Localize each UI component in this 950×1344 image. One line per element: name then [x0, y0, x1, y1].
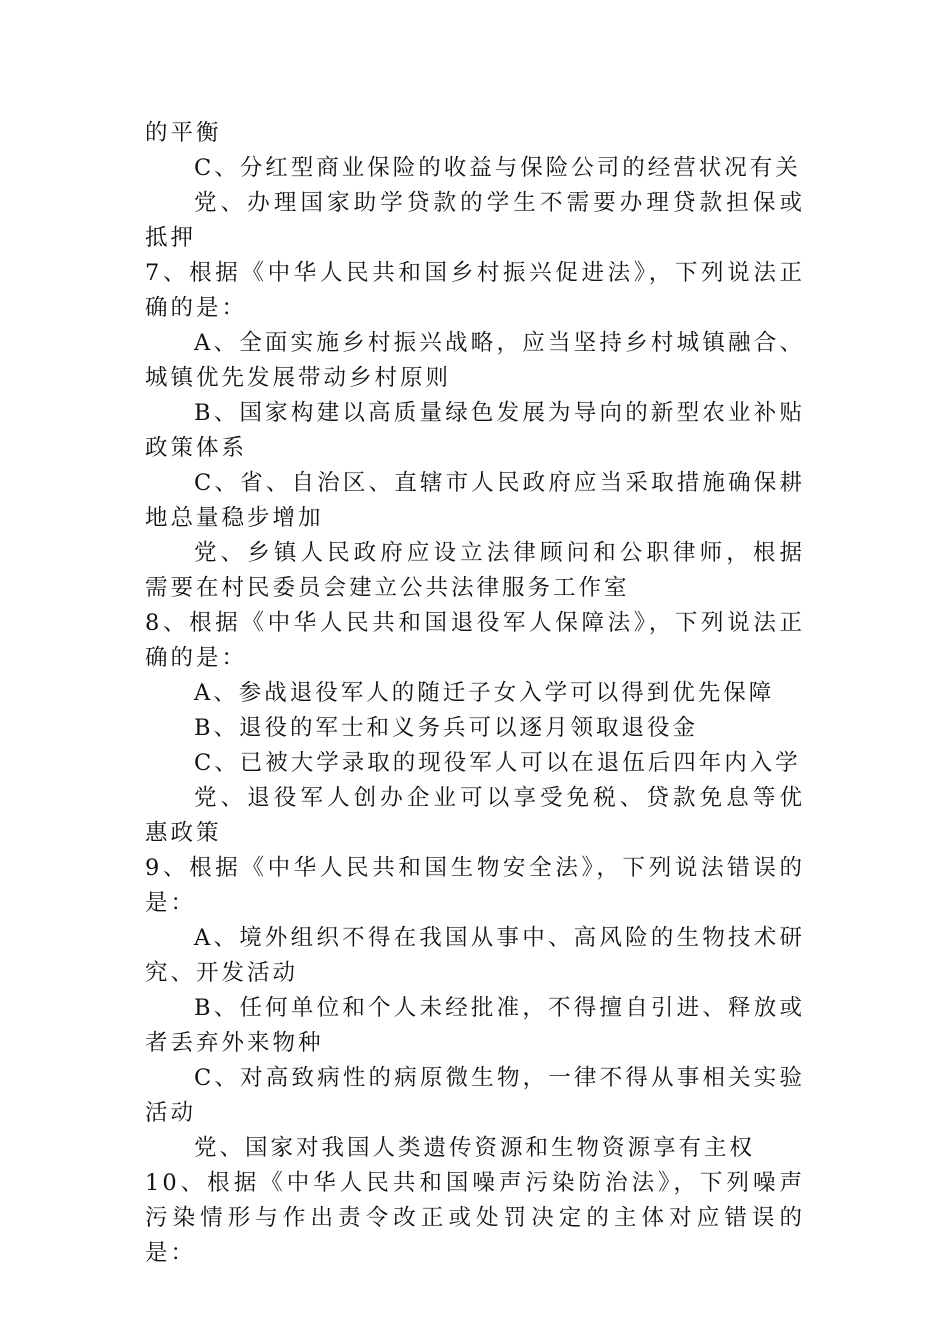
option-c: C、对高致病性的病原微生物，一律不得从事相关实验活动	[145, 1065, 805, 1126]
option-b: B、退役的军士和义务兵可以逐月领取退役金	[194, 715, 699, 741]
option-b: B、任何单位和个人未经批准，不得擅自引进、释放或者丢弃外来物种	[145, 995, 805, 1056]
question-7: 7、根据《中华人民共和国乡村振兴促进法》，下列说法正确的是：	[145, 260, 805, 321]
question-9: 9、根据《中华人民共和国生物安全法》，下列说法错误的是：	[145, 855, 805, 916]
option-d: 党、退役军人创办企业可以享受免税、贷款免息等优惠政策	[145, 785, 805, 846]
option-a: A、全面实施乡村振兴战略，应当坚持乡村城镇融合、城镇优先发展带动乡村原则	[145, 330, 805, 391]
option-c: C、分红型商业保险的收益与保险公司的经营状况有关	[194, 155, 801, 181]
question-8: 8、根据《中华人民共和国退役军人保障法》，下列说法正确的是：	[145, 610, 805, 671]
option-a: A、参战退役军人的随迁子女入学可以得到优先保障	[194, 680, 775, 706]
paragraph: 的平衡	[145, 120, 222, 146]
option-d: 党、国家对我国人类遗传资源和生物资源享有主权	[194, 1135, 756, 1161]
document-body	[145, 116, 805, 1271]
option-c: C、已被大学录取的现役军人可以在退伍后四年内入学	[194, 750, 801, 776]
option-c: C、省、自治区、直辖市人民政府应当采取措施确保耕地总量稳步增加	[145, 470, 805, 531]
option-d: 党、乡镇人民政府应设立法律顾问和公职律师，根据需要在村民委员会建立公共法律服务工作室	[145, 540, 805, 601]
option-d: 党、办理国家助学贷款的学生不需要办理贷款担保或抵押	[145, 190, 805, 251]
option-b: B、国家构建以高质量绿色发展为导向的新型农业补贴政策体系	[145, 400, 805, 461]
question-10: 10、根据《中华人民共和国噪声污染防治法》，下列噪声污染情形与作出责令改正或处罚决定的主体对应错误的是：	[145, 1170, 805, 1266]
option-a: A、境外组织不得在我国从事中、高风险的生物技术研究、开发活动	[145, 925, 805, 986]
